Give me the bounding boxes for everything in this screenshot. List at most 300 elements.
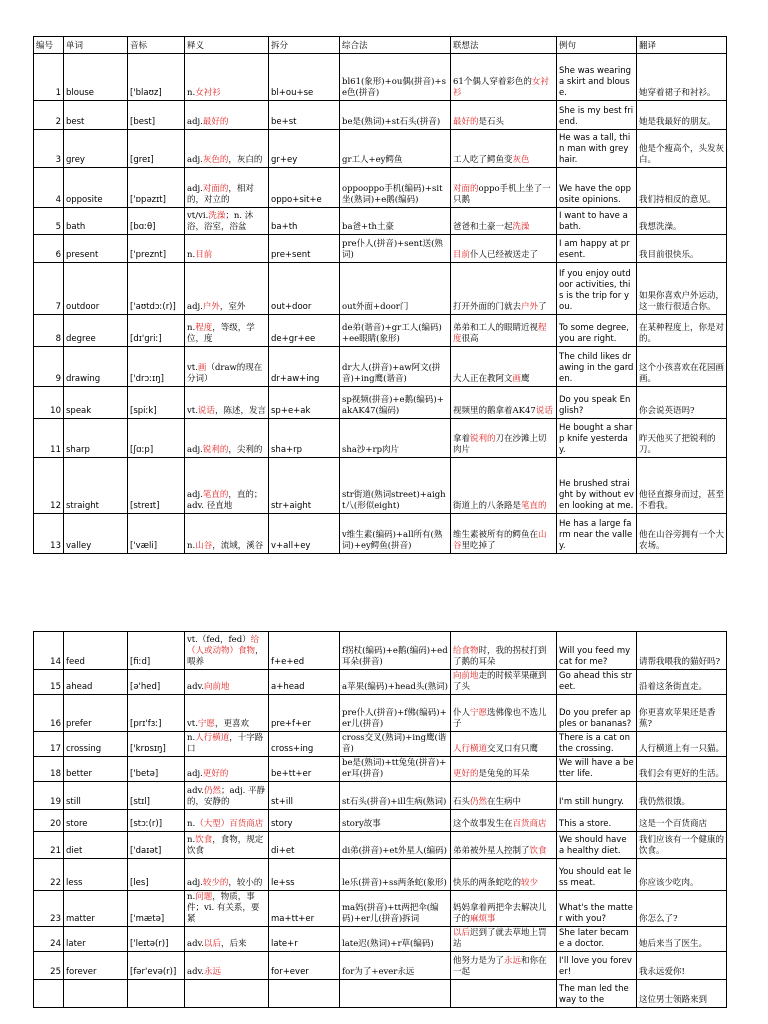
method-cell: for为了+ever永远 — [340, 952, 451, 980]
definition-rest: ，室外 — [219, 302, 246, 312]
row-number — [34, 980, 64, 1008]
phonetic-cell: [best] — [128, 101, 185, 130]
definition-highlight: 山谷 — [195, 541, 213, 551]
phonetic-cell: ['daɪət] — [128, 832, 185, 859]
split-cell: late+r — [269, 927, 340, 952]
translation-cell: 你会说英语吗? — [637, 387, 727, 419]
part-of-speech: adv. — [187, 786, 205, 796]
definition-cell — [185, 263, 269, 315]
definition-highlight: 给（人或动物）食物 — [187, 635, 260, 656]
table-row — [34, 168, 727, 208]
definition-rest: ；n. 沐浴，浴室，浴盆 — [187, 211, 254, 232]
association-cell — [451, 235, 557, 263]
phonetic-cell: ['væli] — [128, 514, 185, 554]
association-post: 是石头 — [478, 117, 505, 127]
association-post: 鹰 — [521, 374, 530, 384]
word-cell: forever — [64, 952, 128, 980]
example-cell: He brushed straight by without even looking at me. — [557, 458, 637, 514]
phonetic-cell: ['leɪtə(r)] — [128, 927, 185, 952]
example-cell: The man led the way to the — [557, 980, 637, 1008]
vocab-table-1 — [33, 36, 727, 554]
method-cell: str街道(熟词street)+aight八(形似eight) — [340, 458, 451, 514]
association-post: oppo手机上坐了一只鹅 — [453, 184, 551, 205]
word-cell: bath — [64, 208, 128, 235]
definition-cell — [185, 782, 269, 810]
association-highlight: 户外 — [521, 302, 539, 312]
example-cell: She is my best friend. — [557, 101, 637, 130]
method-cell: st石头(拼音)+ill生病(熟词) — [340, 782, 451, 810]
table-row — [34, 235, 727, 263]
association-cell — [451, 670, 557, 695]
word-cell: best — [64, 101, 128, 130]
row-number: 18 — [34, 757, 64, 782]
word-cell: outdoor — [64, 263, 128, 315]
definition-highlight: 女衬衫 — [195, 88, 221, 98]
split-cell: ba+th — [269, 208, 340, 235]
split-cell: out+door — [269, 263, 340, 315]
phonetic-cell: ['blaʊz] — [128, 54, 185, 101]
example-cell: This a store. — [557, 810, 637, 832]
association-cell — [451, 832, 557, 859]
part-of-speech: adj. — [187, 302, 203, 312]
method-cell: be是(熟词)+tt兔兔(拼音)+er耳(拼音) — [340, 757, 451, 782]
association-post: 迟到了就去草地上罚站 — [453, 928, 547, 949]
table-row — [34, 782, 727, 810]
translation-cell: 这位男士领路来到 — [637, 980, 727, 1008]
association-highlight: 饮食 — [529, 846, 547, 856]
association-highlight: 锐利的 — [470, 434, 496, 444]
example-cell: There is a cat on the crossing. — [557, 732, 637, 757]
example-cell: I am happy at present. — [557, 235, 637, 263]
phonetic-cell: [spiːk] — [128, 387, 185, 419]
method-cell: late迟(熟词)+r草(编码) — [340, 927, 451, 952]
row-number: 24 — [34, 927, 64, 952]
association-highlight: 给食物 — [453, 646, 479, 656]
word-cell: valley — [64, 514, 128, 554]
split-cell: pre+sent — [269, 235, 340, 263]
translation-cell: 我们应该有一个健康的饮食。 — [637, 832, 727, 859]
association-cell — [451, 859, 557, 891]
method-cell: be是(熟词)+st石头(拼音) — [340, 101, 451, 130]
example-cell: We have the opposite opinions. — [557, 168, 637, 208]
definition-rest: ，较小的 — [228, 878, 263, 888]
split-cell: v+all+ey — [269, 514, 340, 554]
definition-cell — [185, 458, 269, 514]
association-cell — [451, 927, 557, 952]
association-highlight: 更好的 — [453, 769, 479, 779]
definition-cell — [185, 859, 269, 891]
translation-cell: 我仍然很饿。 — [637, 782, 727, 810]
row-number: 17 — [34, 732, 64, 757]
split-cell: cross+ing — [269, 732, 340, 757]
association-post: 了 — [538, 302, 547, 312]
split-cell: a+head — [269, 670, 340, 695]
association-post: 在生病中 — [487, 797, 522, 807]
definition-cell — [185, 315, 269, 347]
phonetic-cell: ['drɔːɪŋ] — [128, 347, 185, 387]
association-highlight: 麻烦事 — [470, 914, 496, 924]
word-cell — [64, 980, 128, 1008]
method-cell: oppooppo手机(编码)+sit坐(熟词)+e鹅(编码) — [340, 168, 451, 208]
method-cell: dr大人(拼音)+aw阿文(拼音)+ing鹰(谐音) — [340, 347, 451, 387]
table-row — [34, 419, 727, 458]
split-cell: sha+rp — [269, 419, 340, 458]
association-cell — [451, 130, 557, 168]
part-of-speech: n. — [187, 892, 196, 902]
word-cell: better — [64, 757, 128, 782]
association-cell — [451, 757, 557, 782]
part-of-speech: adv. — [187, 939, 205, 949]
definition-highlight: 画 — [197, 363, 207, 373]
word-cell: crossing — [64, 732, 128, 757]
row-number: 12 — [34, 458, 64, 514]
definition-rest: ，更喜欢 — [214, 719, 249, 729]
association-cell — [451, 632, 557, 670]
phonetic-cell: [greɪ] — [128, 130, 185, 168]
table-row — [34, 832, 727, 859]
table-row — [34, 387, 727, 419]
definition-highlight: 锐利的 — [202, 445, 229, 455]
phonetic-cell: [bɑːθ] — [128, 208, 185, 235]
phonetic-cell: [fiːd] — [128, 632, 185, 670]
header-cell: 翻译 — [637, 37, 727, 54]
association-cell — [451, 810, 557, 832]
example-cell: I'm still hungry. — [557, 782, 637, 810]
row-number: 7 — [34, 263, 64, 315]
method-cell: ma妈(拼音)+tt两把伞(编码)+er儿(拼音)拆词 — [340, 891, 451, 927]
table-row — [34, 347, 727, 387]
definition-highlight: 目前 — [195, 250, 213, 260]
phonetic-cell: ['krɒsɪŋ] — [128, 732, 185, 757]
word-cell: store — [64, 810, 128, 832]
association-highlight: 洗澡 — [512, 222, 530, 232]
definition-highlight: 更好的 — [202, 769, 229, 779]
example-cell: We will have a better life. — [557, 757, 637, 782]
translation-cell: 我永远爱你! — [637, 952, 727, 980]
definition-cell — [185, 419, 269, 458]
translation-cell: 沿着这条街直走。 — [637, 670, 727, 695]
translation-cell: 昨天他买了把锐利的刀。 — [637, 419, 727, 458]
row-number: 16 — [34, 695, 64, 732]
definition-cell — [185, 952, 269, 980]
association-highlight: 较少 — [521, 878, 539, 888]
association-pre: 他努力是为了 — [453, 956, 505, 966]
split-cell: st+ill — [269, 782, 340, 810]
row-number: 11 — [34, 419, 64, 458]
part-of-speech: adj. — [187, 878, 203, 888]
definition-cell — [185, 387, 269, 419]
method-cell — [340, 980, 451, 1008]
association-pre: 快乐的两条蛇吃的 — [453, 878, 522, 888]
row-number: 19 — [34, 782, 64, 810]
definition-rest: ，流域，溪谷 — [212, 541, 264, 551]
association-pre: 拿着 — [453, 434, 471, 444]
example-cell: To some degree, you are right. — [557, 315, 637, 347]
translation-cell: 这个小孩喜欢在花园画画。 — [637, 347, 727, 387]
definition-cell — [185, 695, 269, 732]
phonetic-cell: [streɪt] — [128, 458, 185, 514]
association-highlight: 最好的 — [453, 117, 479, 127]
phonetic-cell: [les] — [128, 859, 185, 891]
part-of-speech: adv. — [187, 682, 205, 692]
association-highlight: 山谷 — [453, 530, 547, 551]
row-number: 23 — [34, 891, 64, 927]
association-cell — [451, 263, 557, 315]
split-cell: le+ss — [269, 859, 340, 891]
row-number: 3 — [34, 130, 64, 168]
method-cell: di弟(拼音)+et外星人(编码) — [340, 832, 451, 859]
phonetic-cell: [stɪl] — [128, 782, 185, 810]
definition-highlight: 说话 — [197, 406, 215, 416]
part-of-speech: n. — [187, 835, 196, 845]
association-cell — [451, 168, 557, 208]
association-post: 仆人已经被送走了 — [470, 250, 539, 260]
word-cell: prefer — [64, 695, 128, 732]
definition-highlight: 户外 — [202, 302, 220, 312]
example-cell: Will you feed my cat for me? — [557, 632, 637, 670]
definition-highlight: 向前地 — [204, 682, 230, 692]
association-cell — [451, 891, 557, 927]
row-number: 6 — [34, 235, 64, 263]
example-cell: Do you speak English? — [557, 387, 637, 419]
row-number: 20 — [34, 810, 64, 832]
association-pre: 维生素被所有的鳄鱼在 — [453, 530, 539, 540]
definition-rest: ，等级，学位，度 — [187, 323, 255, 344]
translation-cell: 这是一个百货商店 — [637, 810, 727, 832]
table-row — [34, 757, 727, 782]
association-post: 选佛像也不选儿子 — [453, 708, 547, 729]
table-row — [34, 514, 727, 554]
table-row — [34, 695, 727, 732]
association-highlight: 说话 — [535, 406, 553, 416]
split-cell: be+st — [269, 101, 340, 130]
translation-cell: 他径直擦身而过，甚至不看我。 — [637, 458, 727, 514]
association-highlight: 灰色 — [512, 155, 530, 165]
definition-highlight: 灰色的 — [202, 155, 229, 165]
definition-cell — [185, 168, 269, 208]
association-pre: 弟弟被外星人控制了 — [453, 846, 530, 856]
example-cell: What's the matter with you? — [557, 891, 637, 927]
word-cell: diet — [64, 832, 128, 859]
phonetic-cell: [prɪ'fɜː] — [128, 695, 185, 732]
association-cell — [451, 101, 557, 130]
definition-cell — [185, 891, 269, 927]
definition-rest: ，尖利的 — [228, 445, 263, 455]
definition-rest: ，直的；adv. 径直地 — [187, 490, 263, 511]
translation-cell: 我们会有更好的生活。 — [637, 757, 727, 782]
definition-highlight: 洗澡 — [208, 211, 226, 221]
split-cell: ma+tt+er — [269, 891, 340, 927]
association-highlight: 宁愿 — [470, 708, 488, 718]
part-of-speech: n. — [187, 541, 196, 551]
phonetic-cell: ['mætə] — [128, 891, 185, 927]
association-cell — [451, 695, 557, 732]
definition-rest: ，相对的，对立的 — [187, 184, 254, 205]
method-cell: f拐杖(编码)+e鹅(编码)+ed耳朵(拼音) — [340, 632, 451, 670]
association-post: 交叉口有只鹰 — [487, 744, 539, 754]
example-cell: The child likes drawing in the garden. — [557, 347, 637, 387]
split-cell: story — [269, 810, 340, 832]
part-of-speech: n. — [187, 250, 196, 260]
definition-rest: ；adj. 平静的，安静的 — [187, 786, 266, 807]
part-of-speech: adj. — [187, 117, 203, 127]
definition-highlight: 笔直的 — [202, 490, 229, 500]
definition-rest: ，后来 — [221, 939, 247, 949]
association-highlight: 程度 — [453, 323, 547, 344]
association-highlight: 百货商店 — [512, 819, 547, 829]
example-cell: She later became a doctor. — [557, 927, 637, 952]
definition-rest: （draw的现在分词） — [187, 363, 263, 384]
definition-cell — [185, 980, 269, 1008]
definition-cell — [185, 810, 269, 832]
word-cell: blouse — [64, 54, 128, 101]
example-cell: He bought a sharp knife yesterday. — [557, 419, 637, 458]
association-pre: 打开外面的门就去 — [453, 302, 522, 312]
translation-cell: 她后来当了医生。 — [637, 927, 727, 952]
association-cell — [451, 315, 557, 347]
example-cell: I'll love you forever! — [557, 952, 637, 980]
association-pre: 工人吃了鳄鱼变 — [453, 155, 513, 165]
phonetic-cell: ['ɒpəzɪt] — [128, 168, 185, 208]
association-highlight: 目前 — [453, 250, 471, 260]
definition-rest: ，灰白的 — [228, 155, 263, 165]
association-pre: 街道上的八条路是 — [453, 501, 522, 511]
row-number: 9 — [34, 347, 64, 387]
part-of-speech: vt. — [187, 363, 198, 373]
association-highlight: 笔直的 — [521, 501, 547, 511]
word-cell: later — [64, 927, 128, 952]
row-number: 21 — [34, 832, 64, 859]
header-cell: 音标 — [128, 37, 185, 54]
definition-highlight: 最好的 — [202, 117, 229, 127]
association-pre: 爸爸和土豪一起 — [453, 222, 513, 232]
method-cell: gr工人+ey鳄鱼 — [340, 130, 451, 168]
translation-cell: 人行横道上有一只猫。 — [637, 732, 727, 757]
word-cell: ahead — [64, 670, 128, 695]
definition-rest: ，陈述，发言 — [214, 406, 266, 416]
association-highlight: 人行横道 — [453, 744, 488, 754]
association-highlight: 永远 — [504, 956, 522, 966]
association-cell — [451, 347, 557, 387]
word-cell: degree — [64, 315, 128, 347]
translation-cell: 在某种程度上，你是对的。 — [637, 315, 727, 347]
row-number: 8 — [34, 315, 64, 347]
association-cell — [451, 458, 557, 514]
definition-highlight: （大型）百货商店 — [195, 819, 264, 829]
example-cell: If you enjoy outdoor activities, this is the trip for you. — [557, 263, 637, 315]
definition-highlight: 永远 — [204, 967, 222, 977]
header-cell: 释义 — [185, 37, 269, 54]
definition-highlight: 程度 — [195, 323, 213, 333]
table-row — [34, 952, 727, 980]
association-cell — [451, 782, 557, 810]
row-number: 2 — [34, 101, 64, 130]
method-cell: pre仆人(拼音)+f佛(编码)+er儿(拼音) — [340, 695, 451, 732]
phonetic-cell: [stɔː(r)] — [128, 810, 185, 832]
method-cell: sha沙+rp肉片 — [340, 419, 451, 458]
table-row — [34, 130, 727, 168]
translation-cell: 他在山谷旁拥有一个大农场。 — [637, 514, 727, 554]
word-cell: straight — [64, 458, 128, 514]
table-body-2 — [34, 632, 727, 1008]
split-cell: for+ever — [269, 952, 340, 980]
split-cell: gr+ey — [269, 130, 340, 168]
method-cell: out外面+door门 — [340, 263, 451, 315]
example-cell: He has a large farm near the valley. — [557, 514, 637, 554]
header-row — [34, 37, 727, 54]
header-cell: 单词 — [64, 37, 128, 54]
word-cell: less — [64, 859, 128, 891]
table-row — [34, 632, 727, 670]
part-of-speech: n. — [187, 323, 196, 333]
association-post: 很高 — [461, 334, 479, 344]
association-pre: 妈妈拿着两把伞去解决儿子的 — [453, 903, 547, 924]
split-cell: oppo+sit+e — [269, 168, 340, 208]
split-cell: di+et — [269, 832, 340, 859]
association-cell — [451, 387, 557, 419]
split-cell: bl+ou+se — [269, 54, 340, 101]
definition-cell — [185, 208, 269, 235]
split-cell: str+aight — [269, 458, 340, 514]
part-of-speech: vt.（fed，fed） — [187, 635, 251, 645]
association-highlight: 仍然 — [470, 797, 488, 807]
association-pre: 石头 — [453, 797, 471, 807]
part-of-speech: adv. — [187, 967, 205, 977]
association-highlight: 以后 — [453, 928, 471, 938]
row-number: 13 — [34, 514, 64, 554]
method-cell: le乐(拼音)+ss两条蛇(象形) — [340, 859, 451, 891]
association-highlight: 对面的 — [453, 184, 479, 194]
example-cell: He was a tall, thin man with grey hair. — [557, 130, 637, 168]
association-cell — [451, 980, 557, 1008]
part-of-speech: adj. — [187, 184, 203, 194]
example-cell: I want to have a bath. — [557, 208, 637, 235]
row-number: 1 — [34, 54, 64, 101]
header-cell: 联想法 — [451, 37, 557, 54]
definition-rest: ，十字路口 — [187, 733, 264, 754]
example-cell: Do you prefer apples or bananas? — [557, 695, 637, 732]
association-pre: 仆人 — [453, 708, 471, 718]
definition-cell — [185, 757, 269, 782]
word-cell: opposite — [64, 168, 128, 208]
example-cell: She was wearing a skirt and blouse. — [557, 54, 637, 101]
split-cell: pre+f+er — [269, 695, 340, 732]
phonetic-cell: [ʃɑːp] — [128, 419, 185, 458]
split-cell: f+e+ed — [269, 632, 340, 670]
example-cell: Go ahead this street. — [557, 670, 637, 695]
translation-cell: 她穿着裙子和衬衫。 — [637, 54, 727, 101]
translation-cell: 我们持相反的意见。 — [637, 168, 727, 208]
split-cell — [269, 980, 340, 1008]
association-post: 走的时候苹果砸到了头 — [453, 671, 547, 692]
translation-cell: 你怎么了? — [637, 891, 727, 927]
definition-rest: ，喂养 — [187, 646, 264, 667]
header-cell: 编号 — [34, 37, 64, 54]
association-pre: 视频里的鹅拿着AK47 — [453, 406, 536, 416]
translation-cell: 他是个瘦高个，头发灰白。 — [637, 130, 727, 168]
association-pre: 大人正在教阿文 — [453, 374, 513, 384]
part-of-speech: vt. — [187, 406, 198, 416]
part-of-speech: adj. — [187, 769, 203, 779]
row-number: 5 — [34, 208, 64, 235]
word-cell: drawing — [64, 347, 128, 387]
table-row — [34, 208, 727, 235]
method-cell: bl61(象形)+ou偶(拼音)+se色(拼音) — [340, 54, 451, 101]
table-row — [34, 732, 727, 757]
association-post: 刀在沙滩上切肉片 — [453, 434, 547, 455]
method-cell: de弟(谐音)+gr工人(编码)+ee眼睛(象形) — [340, 315, 451, 347]
association-post: 里吃掉了 — [461, 541, 496, 551]
